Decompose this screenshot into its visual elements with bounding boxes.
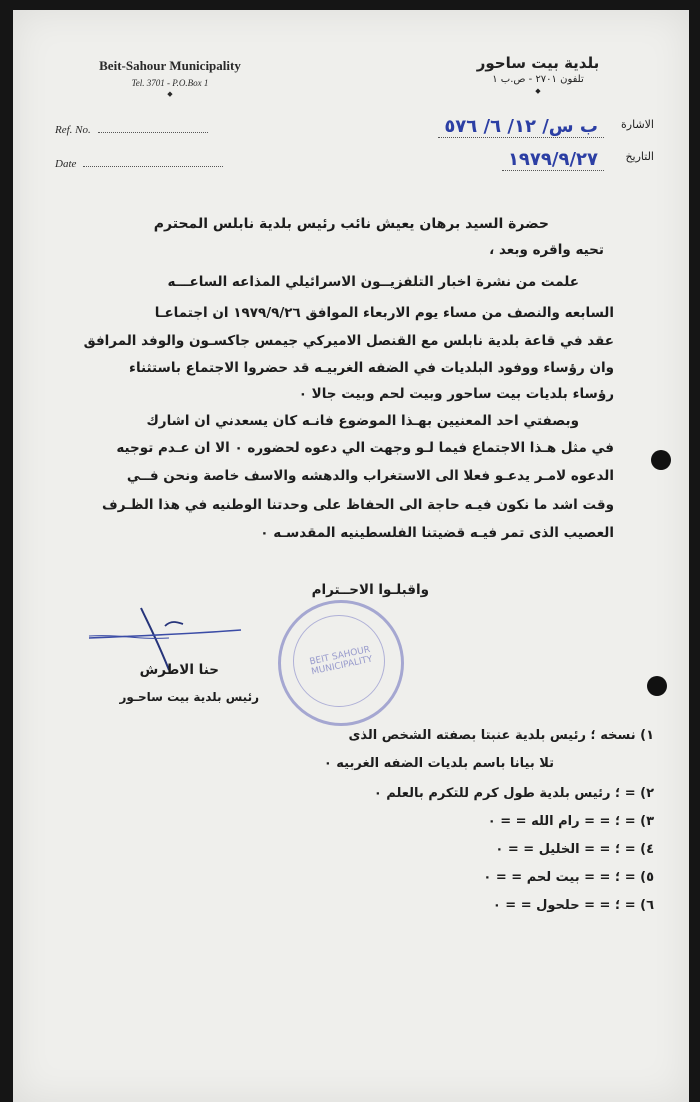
body-line: السابعه والنصف من مساء يوم الاربعاء الموافق ١٩٧٩/٩/٢٦ ان اجتماعـا [154, 305, 614, 321]
municipality-name-en: Beit-Sahour Municipality [99, 58, 241, 73]
date-label-en: Date [55, 158, 223, 170]
stamp-text: BEIT SAHOUR MUNICIPALITY [308, 644, 374, 678]
body-line: العصيب الذى تمر فيـه قضيتنا الفلسطينيه المقدسـه ٠ [260, 525, 614, 541]
municipality-contact-ar: تلفون ٢٧٠١ - ص.ب ١ [492, 74, 584, 85]
body-line: وقت اشد ما نكون فيـه حاجة الى الحفاظ على وحدتنا الوطنيه في هذا الظـرف [102, 497, 614, 513]
copy-line: ٢) = ؛ رئيس بلدية طول كرم للتكرم بالعلم ٠ [373, 786, 654, 801]
greeting-line: تحيه واقره وبعد ، [489, 242, 604, 258]
copy-line: تلا بيانا باسم بلديات الضفه الغربيه ٠ [323, 756, 554, 771]
signer-name: حنا الاطرش [139, 662, 219, 678]
ref-label-ar: الاشارة [621, 118, 654, 131]
copy-line: ٤) = ؛ = = الخليل = = ٠ [495, 842, 654, 857]
letterhead-english [85, 58, 255, 98]
municipality-name-ar: بلدية بيت ساحور [476, 54, 600, 72]
copy-line: ٥) = ؛ = = بيت لحم = = ٠ [483, 870, 654, 885]
ref-number-value: ب س/ ١٢/ ٦/ ٥٧٦ [438, 116, 604, 138]
copy-line: ٣) = ؛ = = رام الله = = ٠ [487, 814, 654, 829]
addressee-line: حضرة السيد برهان يعيش نائب رئيس بلدية نابلس المحترم [153, 216, 549, 232]
municipality-stamp [278, 600, 404, 726]
letterhead-arabic [453, 54, 623, 95]
body-line: علمت من نشرة اخبار التلفزيــون الاسرائيلي المذاعه الساعـــه [167, 274, 579, 290]
body-line: الدعوه لامـر يدعـو فعلا الى الاستغراب والدهشه والاسف خاصة ونحن فــي [126, 468, 614, 484]
body-line: وبصفتي احد المعنيين بهـذا الموضوع فانـه كان يسعدني ان اشارك [146, 413, 579, 429]
signer-title: رئيس بلدية بيت ساحـور [119, 690, 259, 704]
diamond-ornament-ar: ◆ [535, 87, 541, 95]
copy-line: ١) نسخه ؛ رئيس بلدية عنبتا بصفته الشخص الذى [348, 728, 654, 743]
punch-hole-top [651, 450, 671, 470]
body-line: وان رؤساء ووفود البلديات في الضفه الغربيـه قد حضروا الاجتماع باستثناء [129, 360, 614, 376]
date-value: ١٩٧٩/٩/٢٧ [502, 149, 604, 171]
punch-hole-bottom [647, 676, 667, 696]
closing-line: واقبلـوا الاحــترام [311, 582, 429, 598]
body-line: رؤساء بلديات بيت ساحور وبيت لحم وبيت جالا ٠ [298, 386, 614, 402]
municipality-contact-en: Tel. 3701 - P.O.Box 1 [131, 78, 209, 88]
body-line: في مثل هـذا الاجتماع فيما لـو وجهت الي دعوه لحضوره ٠ الا ان عـدم توجيه [116, 440, 614, 456]
body-line: عقد في قاعة بلدية نابلس مع القنصل الاميركي جيمس جاكسـون والوفد المرافق [83, 333, 614, 349]
copy-line: ٦) = ؛ = = حلحول = = ٠ [492, 898, 654, 913]
ref-label-en: Ref. No. [55, 124, 208, 136]
date-label-ar: التاريخ [625, 150, 654, 163]
diamond-ornament-en: ◆ [167, 90, 173, 98]
letter-paper [13, 10, 689, 1102]
